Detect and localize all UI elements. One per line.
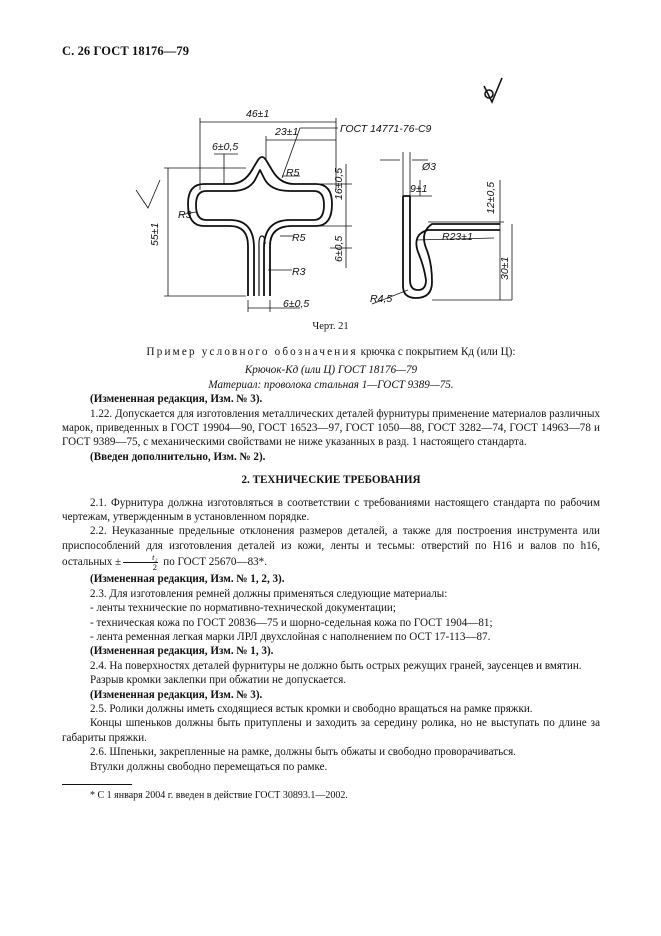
paragraph-1-22: 1.22. Допускается для изготовления металлических деталей фурнитуры применение материалов различных марок, приведенных в ГОСТ 19904—90, ГОСТ 16523—97, ГОСТ 1050—88, ГОСТ 3282—74, ГОСТ 14963—78 и ГОСТ 9389—75, с механическими свойствами не ниже указанных в разд. 1 настоящего стандарта. xyxy=(62,407,600,449)
paragraph-2-6: 2.6. Шпеньки, закрепленные на рамке, должны быть обжаты и свободно проворачиваться. xyxy=(90,746,516,759)
list-item: - техническая кожа по ГОСТ 20836—75 и шорно-седельная кожа по ГОСТ 1904—81; xyxy=(90,616,493,629)
dim-55: 55±1 xyxy=(149,222,161,246)
revision-note-4: (Измененная редакция, Изм. № 1, 3). xyxy=(90,645,274,658)
list-item: - ленты технические по нормативно-технической документации; xyxy=(90,602,396,615)
revision-note-3: (Измененная редакция, Изм. № 1, 2, 3). xyxy=(90,573,285,586)
gost-label: ГОСТ 14771-76-С9 xyxy=(340,123,432,135)
section-title: 2. ТЕХНИЧЕСКИЕ ТРЕБОВАНИЯ xyxy=(241,474,421,487)
paragraph-2-3: 2.3. Для изготовления ремней должны применяться следующие материалы: xyxy=(90,587,448,600)
list-item: - лента ременная легкая марки ЛРЛ двухслойная с наполнением по ОСТ 17-113—87. xyxy=(90,630,491,643)
revision-note-1: (Измененная редакция, Изм. № 3). xyxy=(90,393,263,406)
paragraph-2-6b: Втулки должны свободно перемещаться по рамке. xyxy=(90,760,328,773)
technical-drawing xyxy=(0,0,661,340)
dim-23: 23±1 xyxy=(275,126,299,138)
revision-note-5: (Измененная редакция, Изм. № 3). xyxy=(90,688,263,701)
fraction: $\frac{\text{t₂}}{2}$ xyxy=(123,553,158,572)
dim-30: 30±1 xyxy=(499,256,511,280)
example-heading: Пример условного обозначения крючка с покрытием Кд (или Ц): xyxy=(146,346,516,358)
radius-r3-bottom: R3 xyxy=(292,266,306,278)
example-line-1: Крючок-Кд (или Ц) ГОСТ 18176—79 xyxy=(244,364,418,377)
paragraph-2-4: 2.4. На поверхностях деталей фурнитуры не должно быть острых режущих граней, заусенцев и вмятин. xyxy=(90,659,582,672)
figure-caption: Черт. 21 xyxy=(312,321,349,332)
dim-9: 9±1 xyxy=(410,183,428,195)
radius-r45: R4,5 xyxy=(370,293,393,305)
dim-46: 46±1 xyxy=(246,108,270,120)
dim-16: 16±0,5 xyxy=(333,167,345,200)
dim-6-top: 6±0,5 xyxy=(212,141,239,153)
dim-6-bottom: 6±0,5 xyxy=(283,298,310,310)
paragraph-2-5: 2.5. Ролики должны иметь сходящиеся встык кромки и свободно вращаться на рамке пряжки. xyxy=(90,702,533,715)
dim-phi3: Ø3 xyxy=(422,161,437,173)
footnote: * С 1 января 2004 г. введен в действие ГОСТ 30893.1—2002. xyxy=(90,789,348,801)
footnote-rule xyxy=(62,784,132,785)
paragraph-2-2: 2.2. Неуказанные предельные отклонения размеров деталей, а также для построения инструмента или приспособлений для изготовления деталей из кожи, ленты и тесьмы: отверстий по Н16 и валов по h16, остальных ± $\frac{\text{t₂}}{2}$ по ГОСТ 25670—83*. xyxy=(62,525,600,573)
revision-note-2: (Введен дополнительно, Изм. № 2). xyxy=(90,450,266,463)
page-header: С. 26 ГОСТ 18176—79 xyxy=(62,44,190,58)
dim-12: 12±0,5 xyxy=(485,181,497,214)
radius-r5-top: R5 xyxy=(286,167,300,179)
paragraph-2-1: 2.1. Фурнитура должна изготовляться в соответствии с требованиями настоящего стандарта по рабочим чертежам, утвержденным в установленном порядке. xyxy=(62,496,600,524)
body-text xyxy=(62,345,600,802)
paragraph-2-4b: Разрыв кромки заклепки при обжатии не допускается. xyxy=(90,674,347,687)
radius-r23: R23±1 xyxy=(442,231,473,243)
dim-6-side: 6±0,5 xyxy=(333,235,345,262)
example-line-2: Материал: проволока стальная 1—ГОСТ 9389—75. xyxy=(208,378,454,391)
radius-r5-bottom: R5 xyxy=(292,232,306,244)
radius-r3-left: R3 xyxy=(178,209,192,221)
hook-outline xyxy=(188,157,332,296)
paragraph-2-5b: Концы шпеньков должны быть притуплены и заходить за середину ролика, но не выступать по длине за габариты пряжки. xyxy=(62,717,600,744)
